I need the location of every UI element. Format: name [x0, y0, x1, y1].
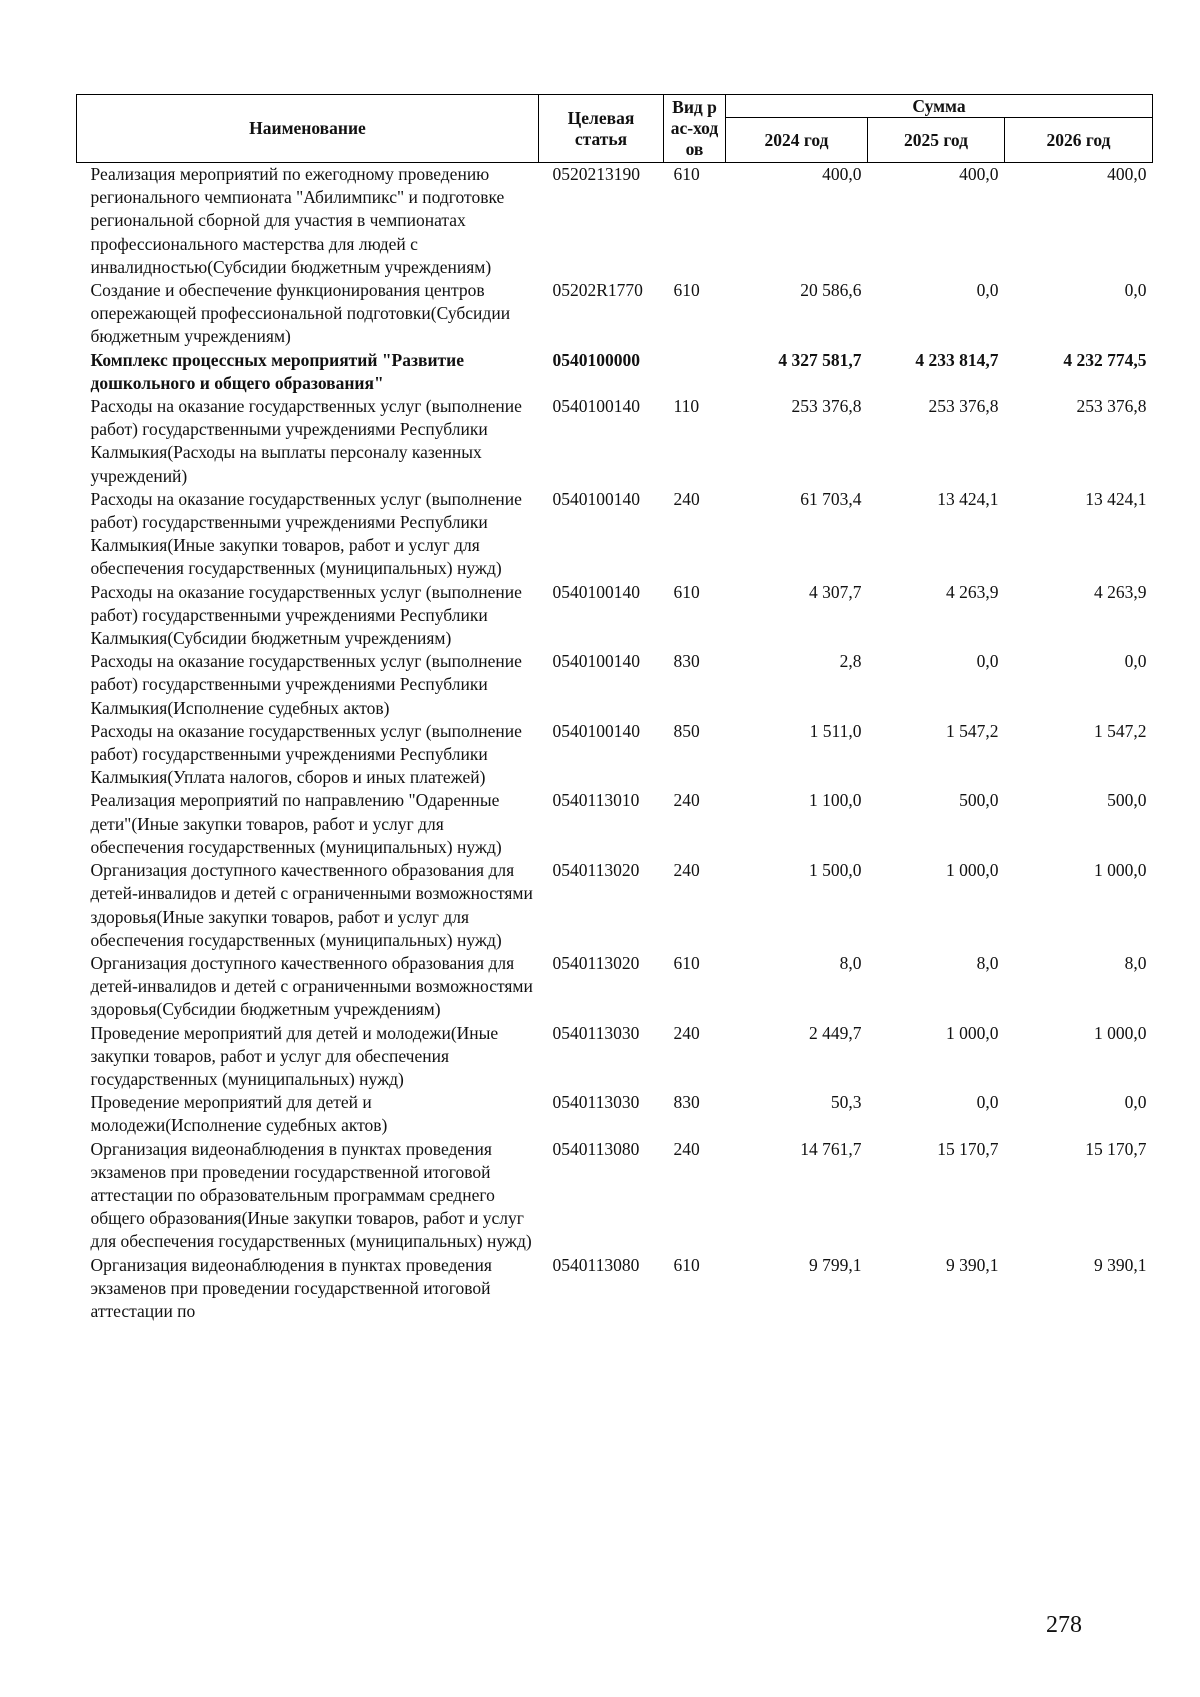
row-amount-2025: 1 000,0 — [946, 860, 999, 881]
header-sum: Сумма — [726, 95, 1153, 118]
row-amount-2024: 20 586,6 — [800, 280, 862, 301]
row-amount-2025: 253 376,8 — [928, 396, 999, 417]
row-target-code: 0540113080 — [552, 1138, 640, 1159]
row-amount-2026: 13 424,1 — [1085, 488, 1147, 509]
table-row — [77, 395, 1153, 488]
row-target-code: 0540113020 — [552, 952, 640, 973]
row-target-code: 0540113030 — [552, 1022, 640, 1043]
row-target-code: 05202R1770 — [552, 280, 643, 301]
row-target-code: 0540113020 — [552, 860, 640, 881]
row-expense-type: 610 — [673, 280, 700, 301]
row-amount-2025: 0,0 — [976, 1092, 999, 1113]
row-name: Расходы на оказание государственных услуг (выполнение работ) государственными учреждениями Республики Калмыкия(Расходы на выплаты персоналу казенных учреждений) — [90, 396, 522, 486]
row-amount-2025: 1 547,2 — [946, 720, 999, 741]
row-amount-2025: 15 170,7 — [937, 1138, 999, 1159]
row-amount-2025: 13 424,1 — [937, 488, 999, 509]
row-expense-type: 850 — [673, 720, 700, 741]
table-row — [77, 1254, 1153, 1324]
row-amount-2024: 1 511,0 — [809, 720, 862, 741]
row-target-code: 0540100140 — [552, 488, 640, 509]
row-amount-2026: 1 547,2 — [1094, 720, 1147, 741]
row-name: Проведение мероприятий для детей и молодежи(Иные закупки товаров, работ и услуг для обеспечения государственных (муниципальных) нужд) — [90, 1022, 499, 1089]
row-expense-type: 830 — [673, 651, 700, 672]
row-amount-2024: 1 500,0 — [809, 860, 862, 881]
header-year-2024: 2024 год — [726, 118, 868, 163]
row-name: Расходы на оказание государственных услуг (выполнение работ) государственными учреждениями Республики Калмыкия(Исполнение судебных актов) — [90, 651, 522, 718]
table-row — [77, 581, 1153, 651]
row-target-code: 0520213190 — [552, 164, 640, 184]
row-amount-2024: 2,8 — [839, 651, 862, 672]
row-expense-type: 610 — [673, 1254, 700, 1275]
row-amount-2024: 50,3 — [830, 1092, 862, 1113]
row-amount-2024: 4 307,7 — [809, 581, 862, 602]
row-target-code: 0540113010 — [552, 790, 640, 811]
row-amount-2026: 1 000,0 — [1094, 1022, 1147, 1043]
header-code: Целевая статья — [539, 95, 664, 163]
row-amount-2025: 0,0 — [976, 280, 999, 301]
row-amount-2025: 4 233 814,7 — [915, 349, 999, 370]
table-body — [77, 163, 1153, 1324]
row-amount-2026: 500,0 — [1107, 790, 1147, 811]
row-amount-2024: 400,0 — [822, 164, 862, 184]
row-amount-2025: 4 263,9 — [946, 581, 999, 602]
row-expense-type: 240 — [673, 860, 700, 881]
table-row — [77, 650, 1153, 720]
row-expense-type: 240 — [673, 488, 700, 509]
header-type — [664, 95, 726, 163]
row-expense-type: 110 — [673, 396, 700, 417]
row-name: Расходы на оказание государственных услуг (выполнение работ) государственными учреждениями Республики Калмыкия(Иные закупки товаров, работ и услуг для обеспечения государственных (муниципальных) нужд) — [90, 488, 522, 579]
table-row — [77, 952, 1153, 1022]
row-name: Организация видеонаблюдения в пунктах проведения экзаменов при проведении государственной итоговой аттестации по образовательным программам среднего общего образования(Иные закупки товаров, работ и услуг для обеспечения государственных (муниципальных) нужд) — [90, 1138, 532, 1252]
row-expense-type — [664, 349, 726, 395]
row-amount-2026: 400,0 — [1107, 164, 1147, 184]
table-row — [77, 163, 1153, 280]
row-expense-type: 240 — [673, 790, 700, 811]
row-amount-2024: 2 449,7 — [809, 1022, 862, 1043]
row-amount-2026: 9 390,1 — [1094, 1254, 1147, 1275]
row-name: Реализация мероприятий по направлению "Одаренные дети"(Иные закупки товаров, работ и услуг для обеспечения государственных (муниципальных) нужд) — [90, 790, 502, 857]
row-amount-2026: 15 170,7 — [1085, 1138, 1147, 1159]
table-row — [77, 488, 1153, 581]
row-amount-2025: 0,0 — [976, 651, 999, 672]
row-amount-2025: 1 000,0 — [946, 1022, 999, 1043]
row-expense-type: 240 — [673, 1138, 700, 1159]
row-amount-2024: 61 703,4 — [800, 488, 862, 509]
table-row — [77, 279, 1153, 349]
row-expense-type: 240 — [673, 1022, 700, 1043]
row-amount-2025: 500,0 — [959, 790, 999, 811]
header-type-label: Вид рас-ходов — [670, 97, 719, 159]
page-number: 278 — [1046, 1612, 1082, 1638]
row-target-code: 0540100140 — [552, 396, 640, 417]
table-row — [77, 1022, 1153, 1092]
row-target-code: 0540100000 — [552, 349, 640, 370]
row-amount-2026: 4 263,9 — [1094, 581, 1147, 602]
row-amount-2026: 253 376,8 — [1076, 396, 1147, 417]
budget-table — [76, 94, 1153, 1323]
row-target-code: 0540113030 — [552, 1092, 640, 1113]
row-name: Создание и обеспечение функционирования центров опережающей профессиональной подготовки(Субсидии бюджетным учреждениям) — [90, 280, 511, 347]
row-expense-type: 610 — [673, 952, 700, 973]
row-expense-type: 610 — [673, 164, 700, 184]
table-row — [77, 720, 1153, 790]
row-expense-type: 610 — [673, 581, 700, 602]
table-header — [77, 95, 1153, 163]
row-name: Расходы на оказание государственных услуг (выполнение работ) государственными учреждениями Республики Калмыкия(Уплата налогов, сборов и иных платежей) — [90, 720, 522, 788]
row-amount-2026: 0,0 — [1124, 1092, 1147, 1113]
header-name: Наименование — [77, 95, 539, 163]
row-name: Расходы на оказание государственных услуг (выполнение работ) государственными учреждениями Республики Калмыкия(Субсидии бюджетным учреждениям) — [90, 581, 522, 649]
header-year-2025: 2025 год — [868, 118, 1005, 163]
row-name: Организация видеонаблюдения в пунктах проведения экзаменов при проведении государственной итоговой аттестации по — [90, 1254, 492, 1321]
row-name: Организация доступного качественного образования для детей-инвалидов и детей с ограниченными возможностями здоровья(Субсидии бюджетным учреждениям) — [90, 952, 533, 1020]
row-amount-2024: 9 799,1 — [809, 1254, 862, 1275]
row-name: Проведение мероприятий для детей и молодежи(Исполнение судебных актов) — [90, 1092, 388, 1136]
row-target-code: 0540100140 — [552, 720, 640, 741]
row-name: Организация доступного качественного образования для детей-инвалидов и детей с ограниченными возможностями здоровья(Иные закупки товаров, работ и услуг для обеспечения государственных (муниципальных) нужд) — [90, 860, 533, 950]
row-target-code: 0540100140 — [552, 651, 640, 672]
table-row — [77, 789, 1153, 859]
table-row — [77, 1138, 1153, 1254]
row-amount-2024: 14 761,7 — [800, 1138, 862, 1159]
row-amount-2025: 9 390,1 — [946, 1254, 999, 1275]
row-name: Комплекс процессных мероприятий "Развитие дошкольного и общего образования" — [90, 349, 464, 393]
row-amount-2025: 8,0 — [976, 952, 999, 973]
row-amount-2026: 1 000,0 — [1094, 860, 1147, 881]
row-amount-2025: 400,0 — [959, 164, 999, 184]
row-amount-2026: 8,0 — [1124, 952, 1147, 973]
row-amount-2024: 1 100,0 — [809, 790, 862, 811]
table-row — [77, 1091, 1153, 1137]
row-amount-2024: 8,0 — [839, 952, 862, 973]
row-expense-type: 830 — [673, 1092, 700, 1113]
row-name: Реализация мероприятий по ежегодному проведению регионального чемпионата "Абилимпикс" и подготовке региональной сборной для участия в чемпионатах профессионального мастерства для людей с инвалидностью(Субсидии бюджетным учреждениям) — [90, 164, 505, 277]
table-row — [77, 349, 1153, 395]
row-target-code: 0540100140 — [552, 581, 640, 602]
table-row — [77, 859, 1153, 952]
row-amount-2026: 4 232 774,5 — [1063, 349, 1147, 370]
row-amount-2024: 4 327 581,7 — [778, 349, 862, 370]
row-target-code: 0540113080 — [552, 1254, 640, 1275]
row-amount-2024: 253 376,8 — [791, 396, 862, 417]
row-amount-2026: 0,0 — [1124, 280, 1147, 301]
row-amount-2026: 0,0 — [1124, 651, 1147, 672]
header-year-2026: 2026 год — [1005, 118, 1153, 163]
